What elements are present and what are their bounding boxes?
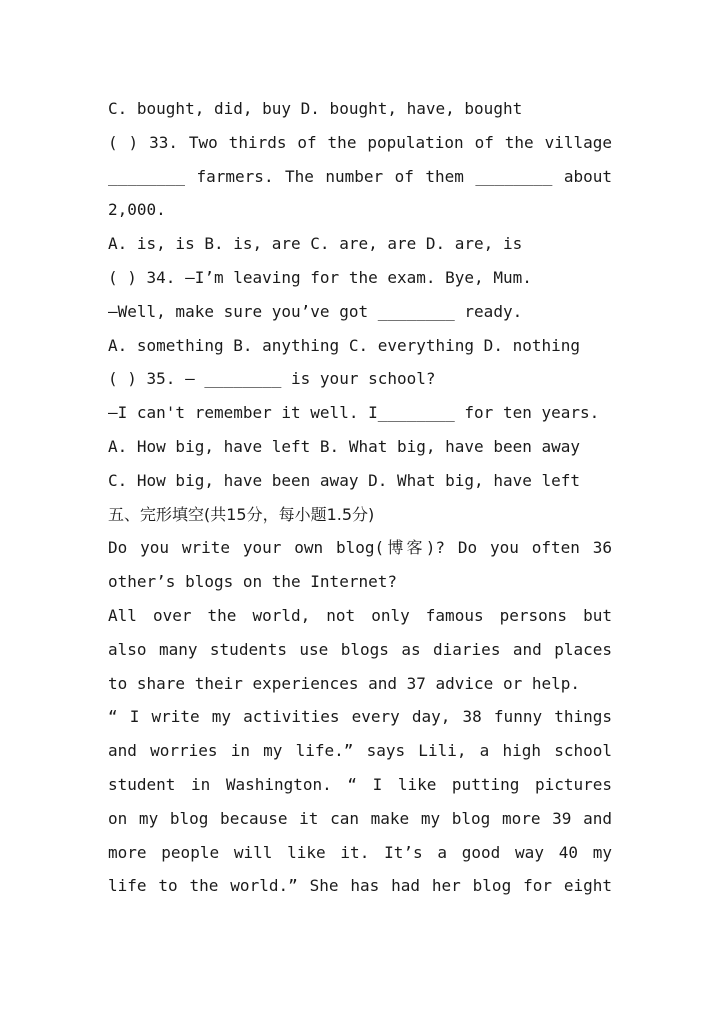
document-page [108, 92, 612, 903]
question-34-line-2: —Well, make sure you’ve got ________ ready. [108, 301, 523, 321]
passage-line-4: also many students use blogs as diaries and places [108, 639, 612, 659]
passage-line-2: other’s blogs on the Internet? [108, 572, 397, 592]
passage-line-11: life to the world.” She has had her blog for eight [108, 876, 612, 896]
question-35-line-2: —I can't remember it well. I________ for ten years. [108, 403, 600, 423]
passage-line-3: All over the world, not only famous persons but [108, 605, 612, 625]
question-33-line-2: ________ farmers. The number of them ________ about [108, 166, 612, 186]
passage-line-8: student in Washington. “ I like putting pictures [108, 774, 612, 794]
section-heading-cloze: 五、完形填空(共15分，每小题1.5分) [108, 504, 375, 524]
passage-line-9: on my blog because it can make my blog more 39 and [108, 808, 612, 828]
question-35-line-1: ( ) 35. — ________ is your school? [108, 369, 436, 389]
answer-options-33: A. is, is B. is, are C. are, are D. are, is [108, 234, 523, 254]
answer-options-35-c-d: C. How big, have been away D. What big, have left [108, 470, 581, 490]
passage-line-5: to share their experiences and 37 advice or help. [108, 673, 581, 693]
passage-line-1: Do you write your own blog(博客)? Do you often 36 [108, 538, 612, 558]
answer-options-34: A. something B. anything C. everything D. nothing [108, 335, 581, 355]
passage-line-7: and worries in my life.” says Lili, a high school [108, 741, 612, 761]
question-33-line-3: 2,000. [108, 200, 166, 220]
question-33-line-1: ( ) 33. Two thirds of the population of the village [108, 132, 612, 152]
answer-options-35-a-b: A. How big, have left B. What big, have been away [108, 436, 581, 456]
passage-line-10: more people will like it. It’s a good way 40 my [108, 842, 612, 862]
passage-line-6: “ I write my activities every day, 38 funny things [108, 707, 612, 727]
answer-options-32: C. bought, did, buy D. bought, have, bought [108, 99, 523, 118]
question-34-line-1: ( ) 34. —I’m leaving for the exam. Bye, Mum. [108, 267, 532, 287]
